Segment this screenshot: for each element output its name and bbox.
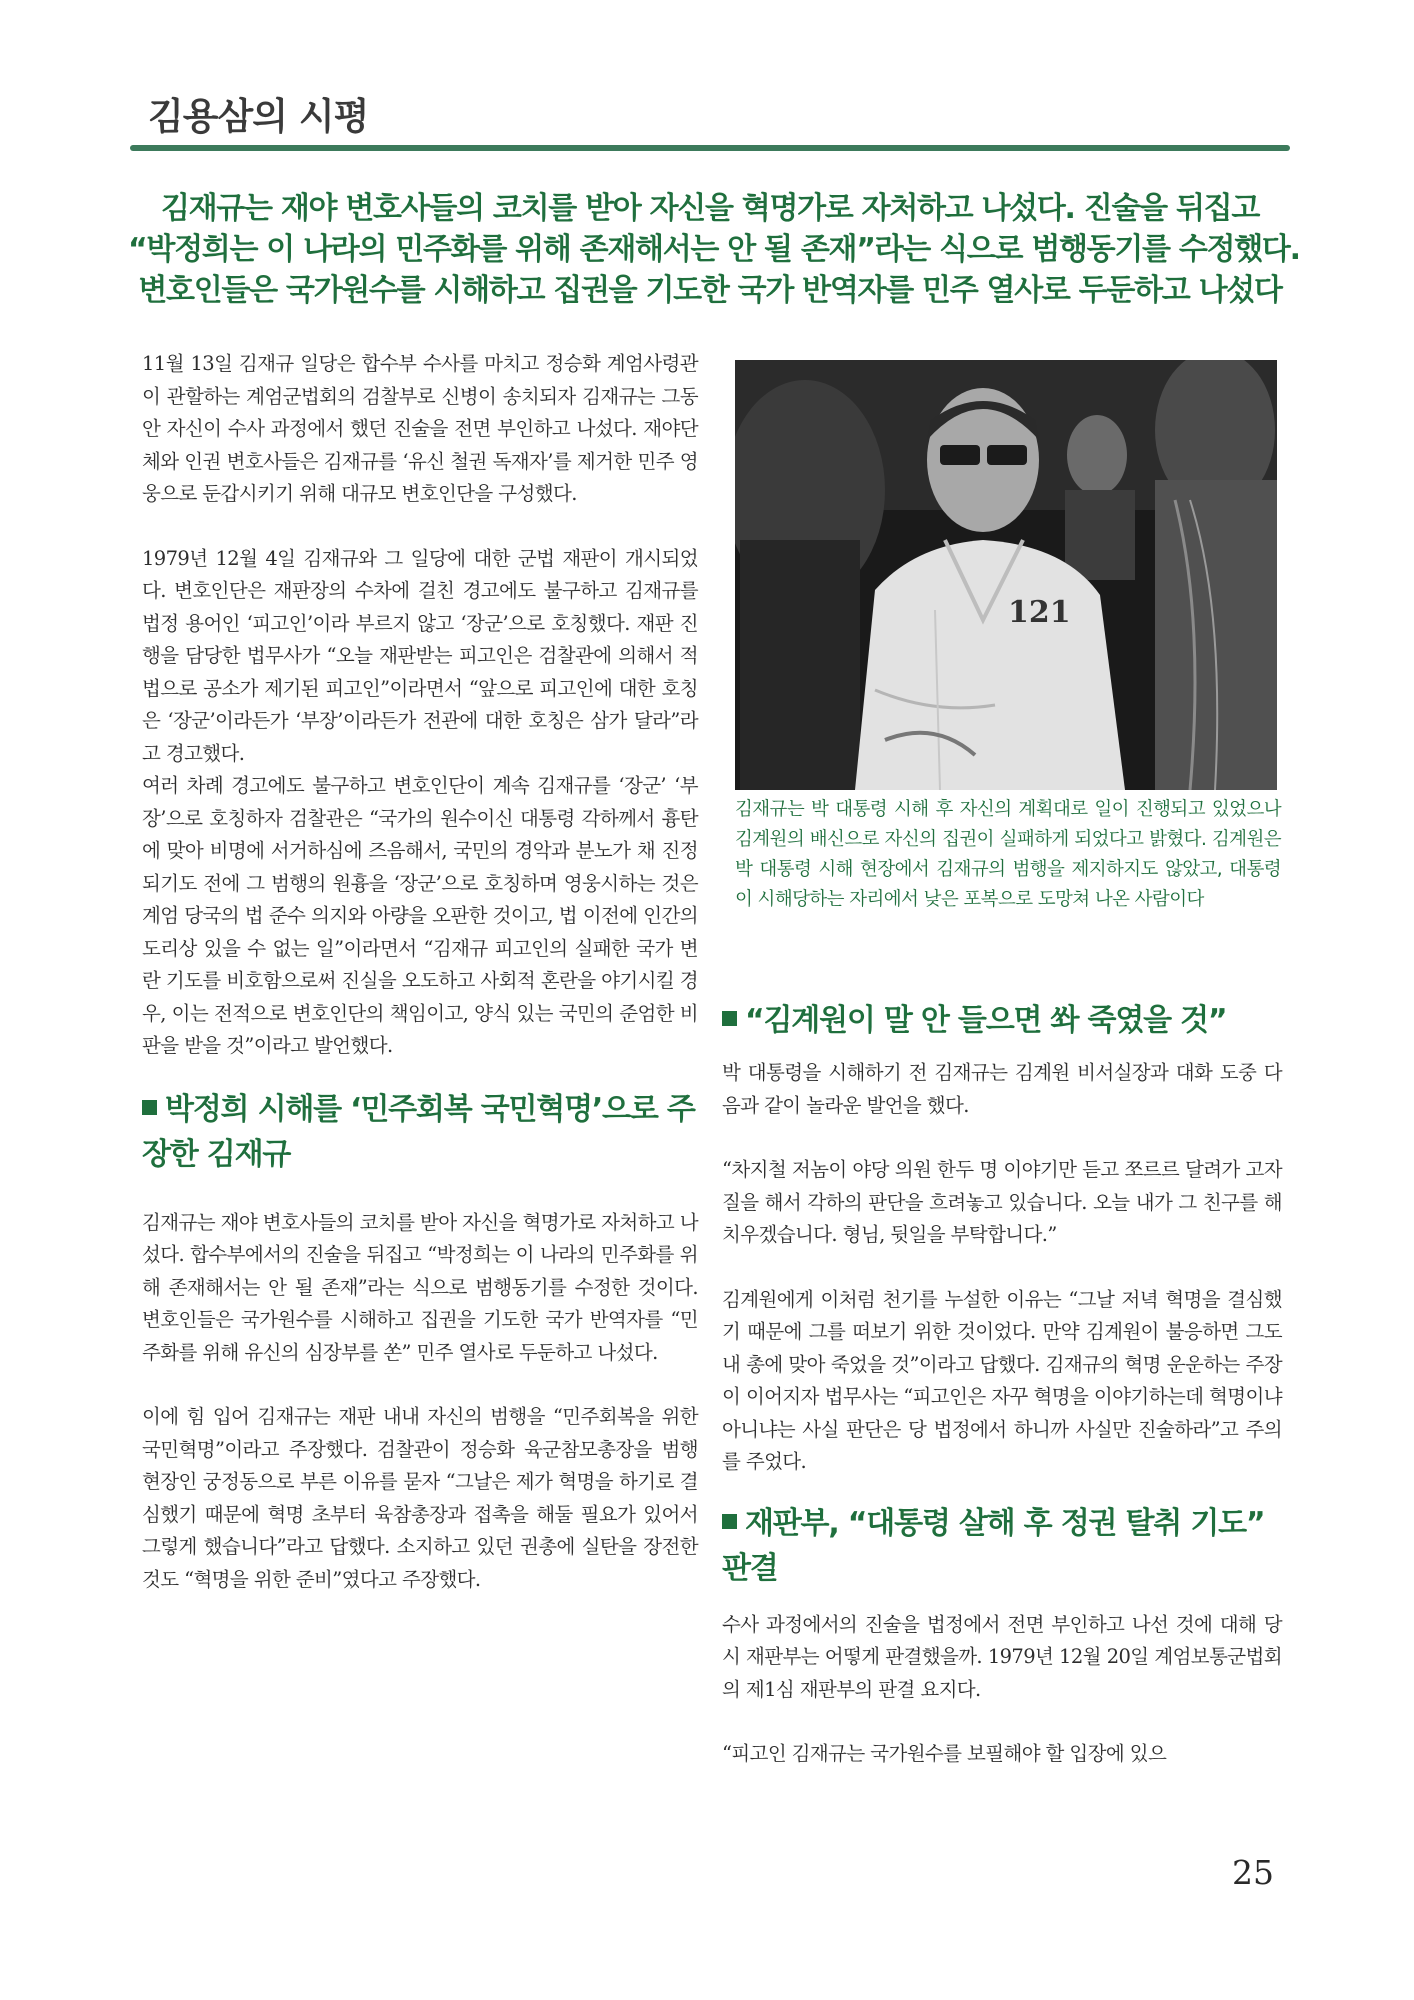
subhead-text: 재판부, “대통령 살해 후 정권 탈취 기도” 판결 [722, 1505, 1265, 1586]
quote-paragraph: “피고인 김재규는 국가원수를 보필해야 할 입장에 있으 [722, 1742, 1167, 1765]
body-paragraph: 여러 차례 경고에도 불구하고 변호인단이 계속 김재규를 ‘장군’ ‘부장’으로 호칭하자 검찰관은 “국가의 원수이신 대통령 각하께서 흉탄에 맞아 비명에 서거하심에 즈음해서, 국민의 경악과 분노가 채 진정되기도 전에 그 범행의 원흉을 ‘장군’으로 호칭하며 영웅시하는 것은 계엄 당국의 법 준수 의지와 아량을 오판한 것이고, 법 이전에 인간의 도리상 있을 수 없는 일”이라면서 “김재규 피고인의 실패한 국가 변란 기도를 비호함으로써 진실을 오도하고 사회적 혼란을 야기시킬 경우, 이는 전적으로 변호인단의 책임이고, 양식 있는 국민의 준엄한 비판을 받을 것”이라고 발언했다. [142, 774, 698, 1057]
photo-caption: 김재규는 박 대통령 시해 후 자신의 계획대로 일이 진행되고 있었으나 김계원의 배신으로 자신의 집권이 실패하게 되었다고 밝혔다. 김계원은 박 대통령 시해 현장에서 김재규의 범행을 제지하지도 않았고, 대통령이 시해당하는 자리에서 낮은 포복으로 도망쳐 나온 사람이다 [735, 799, 1281, 910]
body-paragraph: 1979년 12월 4일 김재규와 그 일당에 대한 군법 재판이 개시되었다. 변호인단은 재판장의 수차에 걸친 경고에도 불구하고 김재규를 법정 용어인 ‘피고인’이라 부르지 않고 ‘장군’으로 호칭했다. 재판 진행을 담당한 법무사가 “오늘 재판받는 피고인은 검찰관에 의해서 적법으로 공소가 제기된 피고인”이라면서 “앞으로 피고인에 대한 호칭은 ‘장군’이라든가 ‘부장’이라든가 전관에 대한 호칭은 삼가 달라”라고 경고했다. [142, 546, 698, 765]
lead-line: 김재규는 재야 변호사들의 코치를 받아 자신을 혁명가로 자처하고 나섰다. 진술을 뒤집고 [160, 191, 1260, 226]
square-bullet-icon [142, 1100, 157, 1115]
section-title: 김용삼의 시평 [148, 95, 369, 138]
subhead-minjuhoebok [142, 1087, 698, 1177]
lead-summary [128, 188, 1300, 311]
lead-line: “박정희는 이 나라의 민주화를 위해 존재해서는 안 될 존재”라는 식으로 범행동기를 수정했다. [128, 232, 1300, 267]
body-paragraph: 김계원에게 이처럼 천기를 누설한 이유는 “그날 저녁 혁명을 결심했기 때문에 그를 떠보기 위한 것이었다. 만약 김계원이 불응하면 그도 내 총에 맞아 죽었을 것”이라고 답했다. 김재규의 혁명 운운하는 주장이 이어지자 법무사는 “피고인은 자꾸 혁명을 이야기하는데 혁명이냐 아니냐는 사실 판단은 당 법정에서 하니까 사실만 진술하라”고 주의를 주었다. [722, 1287, 1282, 1473]
subhead-kimgyewon [722, 998, 1282, 1043]
left-column [142, 348, 698, 1596]
page-number: 25 [1232, 1853, 1274, 1892]
quote-paragraph: “차지철 저놈이 야당 의원 한두 명 이야기만 듣고 쪼르르 달려가 고자질을 해서 각하의 판단을 흐려놓고 있습니다. 오늘 내가 그 친구를 해치우겠습니다. 형님, 뒷일을 부탁합니다.” [722, 1158, 1282, 1246]
title-rule [130, 145, 1290, 151]
body-paragraph: 박 대통령을 시해하기 전 김재규는 김계원 비서실장과 대화 도중 다음과 같이 놀라운 발언을 했다. [722, 1061, 1282, 1117]
subhead-text: “김계원이 말 안 들으면 쏴 죽였을 것” [745, 1003, 1227, 1038]
body-paragraph: 11월 13일 김재규 일당은 합수부 수사를 마치고 정승화 계엄사령관이 관할하는 계엄군법회의 검찰부로 신병이 송치되자 김재규는 그동안 자신이 수사 과정에서 했던 진술을 전면 부인하고 나섰다. 재야단체와 인권 변호사들은 김재규를 ‘유신 철권 독재자’를 제거한 민주 영웅으로 둔갑시키기 위해 대규모 변호인단을 구성했다. [142, 352, 698, 505]
courtroom-photo [735, 360, 1277, 790]
prisoner-badge-number: 121 [1008, 595, 1071, 630]
subhead-verdict [722, 1501, 1282, 1591]
body-paragraph: 김재규는 재야 변호사들의 코치를 받아 자신을 혁명가로 자처하고 나섰다. 합수부에서의 진술을 뒤집고 “박정희는 이 나라의 민주화를 위해 존재해서는 안 될 존재”라는 식으로 범행동기를 수정한 것이다. 변호인들은 국가원수를 시해하고 집권을 기도한 국가 반역자를 “민주화를 위해 유신의 심장부를 쏜” 민주 열사로 두둔하고 나섰다. [142, 1210, 698, 1364]
right-column [722, 1003, 1282, 1771]
body-paragraph: 이에 힘 입어 김재규는 재판 내내 자신의 범행을 “민주회복을 위한 국민혁명”이라고 주장했다. 검찰관이 정승화 육군참모총장을 범행 현장인 궁정동으로 부른 이유를 묻자 “그날은 제가 혁명을 하기로 결심했기 때문에 혁명 초부터 육참총장과 접촉을 해둘 필요가 있어서 그렇게 했습니다”라고 답했다. 소지하고 있던 권총에 실탄을 장전한 것도 “혁명을 위한 준비”였다고 주장했다. [142, 1405, 698, 1591]
lead-line: 변호인들은 국가원수를 시해하고 집권을 기도한 국가 반역자를 민주 열사로 두둔하고 나섰다 [138, 273, 1282, 308]
courtroom-photo-art [735, 360, 1277, 790]
body-paragraph: 수사 과정에서의 진술을 법정에서 전면 부인하고 나선 것에 대해 당시 재판부는 어떻게 판결했을까. 1979년 12월 20일 계엄보통군법회의 제1심 재판부의 판결 요지다. [722, 1612, 1282, 1701]
subhead-text: 박정희 시해를 ‘민주회복 국민혁명’으로 주장한 김재규 [142, 1091, 695, 1172]
square-bullet-icon [722, 1011, 737, 1026]
square-bullet-icon [722, 1514, 737, 1529]
